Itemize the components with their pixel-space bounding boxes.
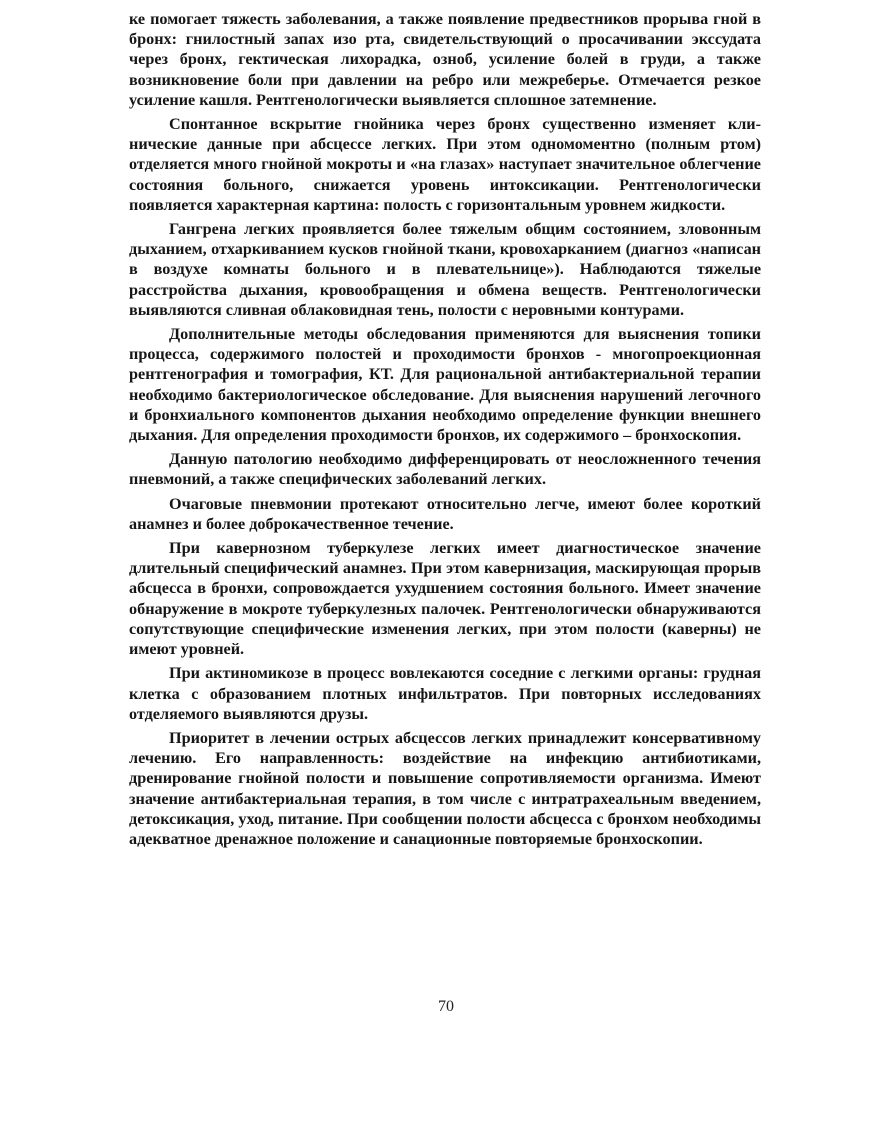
paragraph-differentiation: Данную патологию необходимо дифференцировать от неосложненного течения пневмоний, а также специфических заболеваний легких. bbox=[129, 450, 761, 489]
paragraph-spontaneous-opening: Спонтанное вскрытие гнойника через бронх существенно изменяет клинические данные при абсцессе легких. При этом одномоментно (полным ртом) отделяется много гнойной мокроты и «на глазах» наступает значительное облегчение состояния больного, снижается уровень интоксикации. Рентгенологически появляется характерная картина: полость с горизонтальным уровнем жидкости. bbox=[129, 115, 761, 214]
paragraph-actinomycosis: При актиномикозе в процесс вовлекаются соседние с легкими органы: грудная клетка с образованием плотных инфильтратов. При повторных исследованиях отделяемого выявляются друзы. bbox=[129, 664, 761, 723]
body-text bbox=[129, 9, 761, 853]
paragraph-tuberculosis: При кавернозном туберкулезе легких имеет диагностическое значение длительный специфический анамнез. При этом кавернизация, маскирующая прорыв абсцесса в бронхи, сопровождается ухудшением состояния больного. Имеет значение обнаружение в мокроте туберкулезных палочек. Рентгенологически обнаруживаются сопутствующие специфические изменения легких, при этом полости (каверны) не имеют уровней. bbox=[129, 539, 761, 659]
paragraph-focal-pneumonia: Очаговые пневмонии протекают относительно легче, имеют более короткий анамнез и более доброкачественное течение. bbox=[129, 494, 761, 533]
page-number: 70 bbox=[438, 998, 454, 1015]
paragraph-treatment-priority: Приоритет в лечении острых абсцессов легких принадлежит консервативному лечению. Его направленность: воздействие на инфекцию антибиотиками, дренирование гнойной полости и повышение сопротивляемости организма. Имеют значение антибактериальная терапия, в том числе с интратрахеальным введением, детоксикация, уход, питание. При сообщении полости абсцесса с бронхом необходимы адекватное дренажное положение и санационные повторяемые бронхоскопии. bbox=[129, 728, 761, 848]
paragraph-additional-methods: Дополнительные методы обследования применяются для выяснения топики процесса, содержимого полостей и проходимости бронхов - многопроекционная рентгенография и томография, КТ. Для рациональной антибактериальной терапии необходимо бактериологическое обследование. Для выяснения нарушений легочного и бронхиального компонентов дыхания необходимо определение функции внешнего дыхания. Для определения проходимости бронхов, их содержимого – бронхоскопия. bbox=[129, 325, 761, 445]
paragraph-continuation: ке помогает тяжесть заболевания, а также появление предвестников прорыва гной в бронх: гнилостный запах изо рта, свидетельствующий о просачивании экссудата через бронх, гектическая лихорадка, озноб, усиление болей в груди, а также возникновение боли при давлении на ребро или межреберье. Отмечается резкое усиление кашля. Рентгенологически выявляется сплошное затемнение. bbox=[129, 10, 761, 109]
paragraph-gangrene: Гангрена легких проявляется более тяжелым общим состоянием, зловонным дыханием, отхаркиванием кусков гнойной ткани, кровохарканием (диагноз «написан в воздухе комнаты больного и в плевательнице»). Наблюдаются тяжелые расстройства дыхания, кровообращения и обмена веществ. Рентгенологически выявляются сливная облаковидная тень, полости с неровными контурами. bbox=[129, 220, 761, 319]
